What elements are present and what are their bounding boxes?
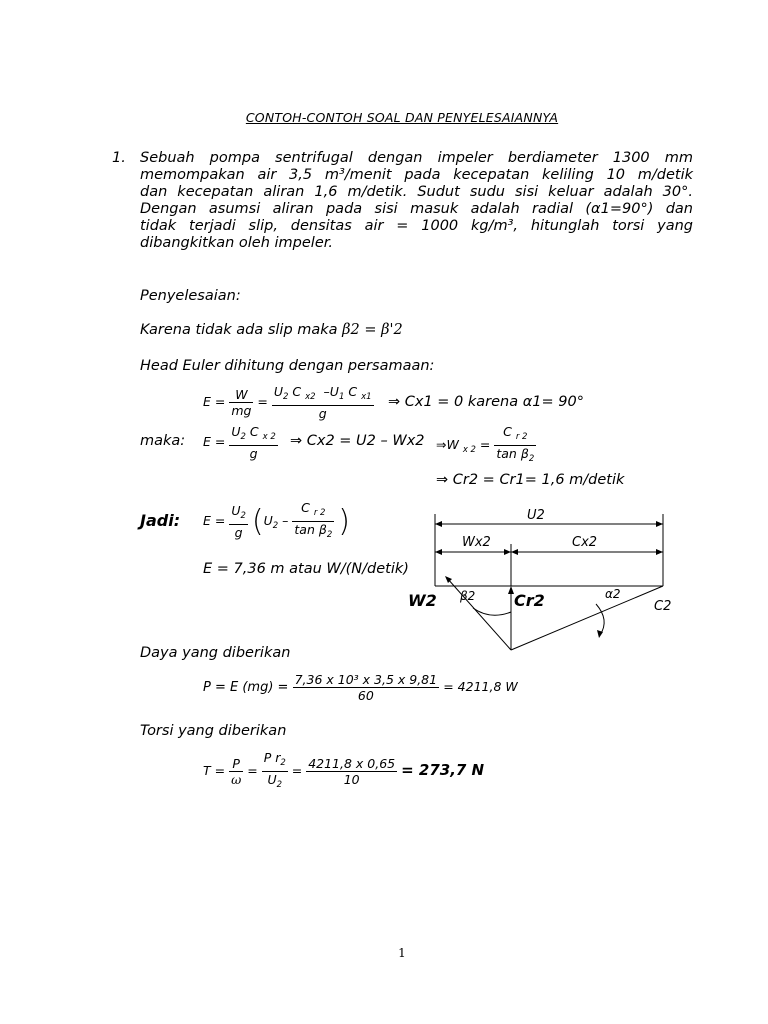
w2-vector [447,578,511,650]
cx2-label: Cx2 [572,535,598,550]
w2-label: W2 [408,591,437,610]
u2-label: U2 [527,508,545,523]
cx2-equation: ⇒ Cx2 = U2 – Wx2 [290,433,425,449]
c2-label: C2 [654,599,672,614]
solution-heading: Penyelesaian: [140,288,241,304]
cr2-equation: ⇒ Cr2 = Cr1= 1,6 m/detik [436,472,625,488]
jadi-equation: E = $\frac{U_2}{g}$ ($U_2$ – $\frac{C _{r 2}}{\tan \beta_2}$ ) [203,500,350,540]
torsi-numerator: 4211,8 x 0,65 [308,756,396,771]
torsi-text: Torsi yang diberikan [140,723,287,739]
maka-label: maka: [140,433,186,449]
problem-line: tidak terjadi slip, densitas air = 1000 kg/m³, hitunglah torsi yang [140,218,693,234]
wx2-equation: ⇒W $_{x 2}$ = $\frac{C _{r 2}}{\tan \beta_2}$ [436,424,535,464]
problem-line: Dengan asumsi aliran pada sisi masuk adalah radial (α1=90°) dan [140,201,693,217]
velocity-triangle-diagram [400,500,690,660]
problem-line: dibangkitkan oleh impeler. [140,235,333,251]
wx2-label: Wx2 [462,535,491,550]
alpha2-label: α2 [605,587,621,601]
euler-note: ⇒ Cx1 = 0 karena α1= 90° [388,394,584,410]
e-result: E = 7,36 m atau W/(N/detik) [203,561,409,577]
jadi-label: Jadi: [140,511,181,530]
torsi-denominator: 10 [343,772,360,787]
daya-equation [203,672,518,703]
e-equation: E = $\frac{U_2 C _{x 2}}{g}$ [203,424,276,461]
daya-numerator: 7,36 x 10³ x 3,5 x 9,81 [294,672,438,687]
daya-text: Daya yang diberikan [140,645,291,661]
daya-denominator: 60 [357,688,374,703]
problem-text [140,150,693,252]
slip-statement [140,322,403,338]
daya-lhs: P = E (mg) = [203,680,289,695]
problem-line: memompakan air 3,5 m³/menit pada kecepatan keliling 10 m/detik [140,167,693,183]
problem-line: dan kecepatan aliran 1,6 m/detik. Sudut sudu sisi keluar adalah 30°. [140,184,693,200]
cr2-label: Cr2 [514,591,545,610]
beta2-label: β2 [460,589,476,603]
page-number: 1 [398,946,406,960]
torsi-equation: T = $\frac{P}{\omega}$ = $\frac{P r_2}{U_2}$ = $\frac{4211,8 x 0,65}{10}$ = 273,7 N [203,750,485,790]
slip-equation: β2 = β'2 [342,322,403,338]
torsi-result: = 273,7 N [401,761,485,779]
problem-number: 1. [112,150,126,166]
euler-text: Head Euler dihitung dengan persamaan: [140,358,435,374]
problem-line: Sebuah pompa sentrifugal dengan impeler berdiameter 1300 mm [140,150,693,166]
daya-result: = 4211,8 W [443,679,518,694]
slip-text: Karena tidak ada slip maka [140,322,338,338]
euler-equation: E = $\frac{W}{mg}$ = $\frac{U_2 C _{x2} -U_1 C _{x1}}{g}$ [203,384,372,421]
page-title: CONTOH-CONTOH SOAL DAN PENYELESAIANNYA [245,110,559,125]
